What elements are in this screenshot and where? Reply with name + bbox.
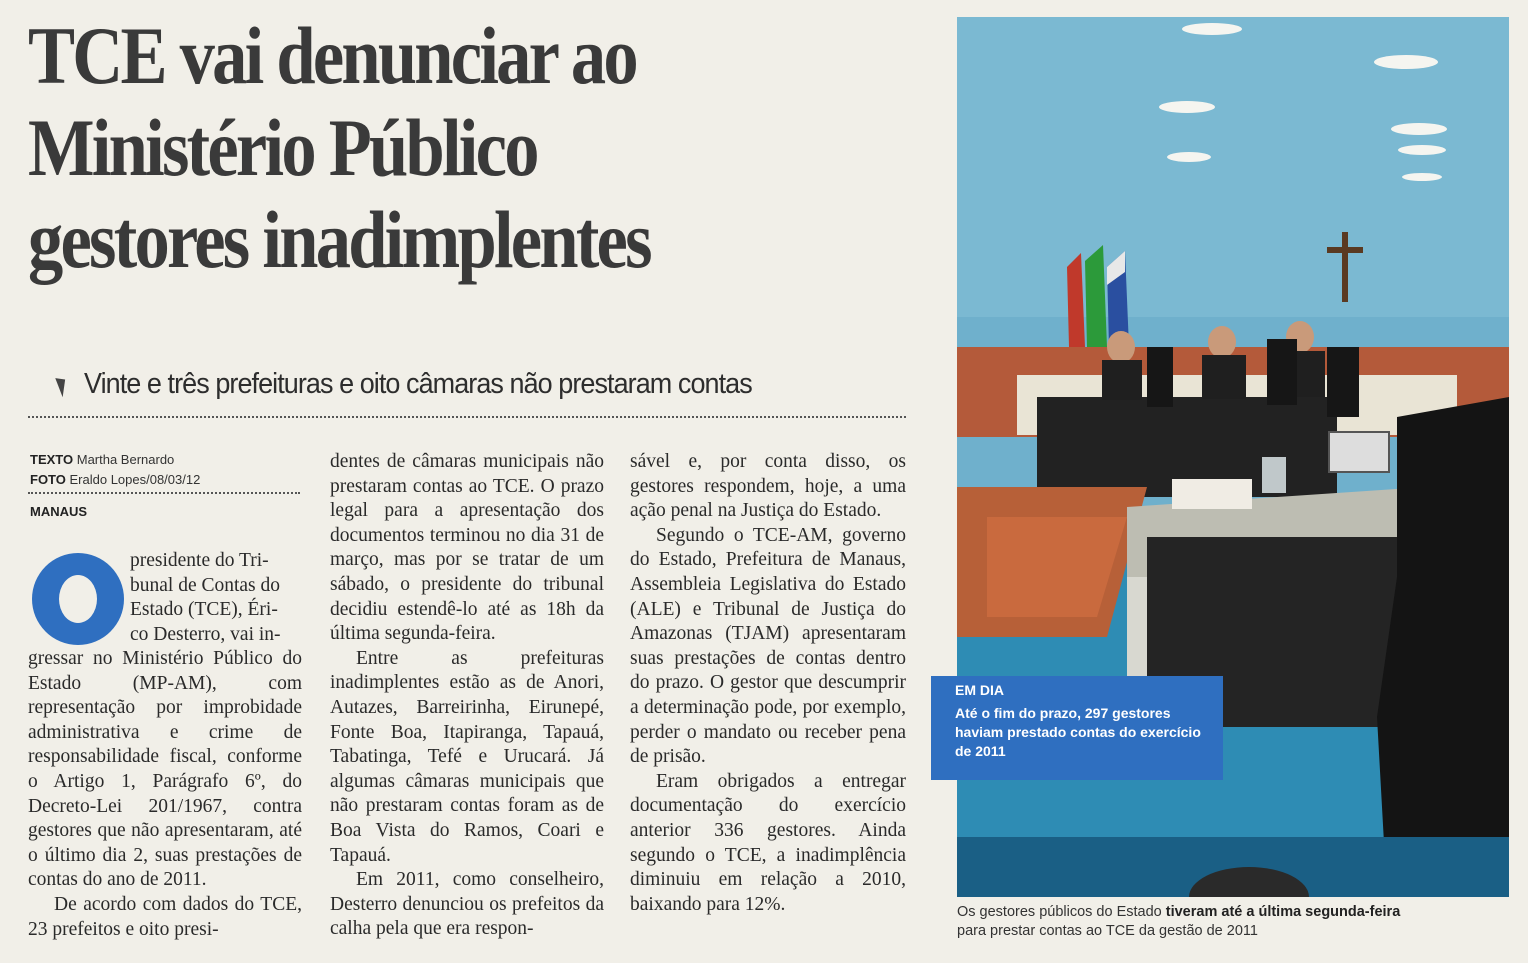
paragraph: Em 2011, como conselheiro, Desterro denunciou os prefeitos da calha pela que era respon- (330, 869, 604, 940)
paragraph: Entre as prefeituras inadimplentes estão as de Anori, Autazes, Barreirinha, Eirunepé, Fonte Boa, Itapiranga, Tapauá, Tabatinga, Tefé e Urucará. Já algumas câmaras municipais que não prestaram contas foram as de Boa Vista do Ramos, Coari e Tapauá. (330, 647, 604, 866)
column-1 (28, 647, 302, 942)
paragraph: sável e, por conta disso, os gestores respondem, hoje, a uma ação penal na Justiça do Estado. (630, 451, 906, 522)
subheadline-text: Vinte e três prefeituras e oito câmaras não prestaram contas (84, 368, 752, 400)
photo-caption (957, 903, 1517, 941)
paragraph: Segundo o TCE-AM, governo do Estado, Prefeitura de Manaus, Assembleia Legislativa do Estado (ALE) e Tribunal de Justiça do Amazonas (TJAM) apresentaram suas prestações de contas dentro do prazo. O gestor que descumprir a determinação pode, por exemplo, perder o mandato ou receber pena de prisão. (630, 524, 906, 768)
subhead-arrow-icon (43, 377, 65, 398)
byline-divider (28, 492, 300, 494)
callout-box (931, 676, 1223, 780)
paragraph: dentes de câmaras municipais não prestaram contas ao TCE. O prazo legal para a apresentação dos documentos terminou no dia 31 de março, mas por se tratar de um sábado, o presidente do tribunal decidiu estendê-lo até as 18h da última segunda-feira. (330, 451, 604, 645)
intro-line: Estado (TCE), Éri- (130, 599, 278, 621)
headline-line-1: TCE vai denunciar ao (28, 10, 636, 101)
foto-label: FOTO (30, 472, 66, 487)
byline (30, 450, 302, 490)
column-3 (630, 450, 906, 917)
headline (28, 10, 938, 286)
paragraph: gressar no Ministério Público do Estado (MP-AM), com representação por improbidade administrativa e crime de responsabilidade fiscal, conforme o Artigo 1, Parágrafo 6º, do Decreto-Lei 201/1967, contra gestores que não apresentaram, até o último dia 2, suas prestações de contas do ano de 2011. (28, 648, 302, 891)
intro-line: bunal de Contas do (130, 574, 281, 596)
caption-part-1: Os gestores públicos do Estado (957, 904, 1162, 920)
column-2 (330, 450, 604, 942)
photographer-name: Eraldo Lopes/08/03/12 (69, 472, 201, 487)
caption-bold: tiveram até a última segunda-feira (1165, 904, 1401, 920)
headline-line-3: gestores inadimplentes (28, 194, 650, 285)
paragraph: Eram obrigados a entregar documentação do exercício anterior 336 gestores. Ainda segundo o TCE, a inadimplência diminuiu em relação a 2010, baixando para 12%. (630, 770, 906, 915)
author-name: Martha Bernardo (76, 452, 175, 467)
caption-part-2: para prestar contas ao TCE da gestão de 2011 (957, 923, 1258, 939)
paragraph: De acordo com dados do TCE, 23 prefeitos e oito presi- (28, 893, 302, 940)
texto-label: TEXTO (30, 452, 74, 467)
intro-line: presidente do Tri- (130, 550, 269, 571)
subheadline (44, 368, 914, 408)
intro-line: co Desterro, vai in- (130, 623, 281, 645)
dropcap-o (32, 553, 124, 645)
column-1-intro (130, 549, 302, 647)
callout-tag: EM DIA (955, 682, 1004, 698)
dateline-place: MANAUS (30, 504, 88, 519)
divider (28, 416, 906, 418)
callout-text: Até o fim do prazo, 297 gestores haviam prestado contas do exercício de 2011 (955, 705, 1201, 759)
headline-line-2: Ministério Público (28, 102, 537, 193)
